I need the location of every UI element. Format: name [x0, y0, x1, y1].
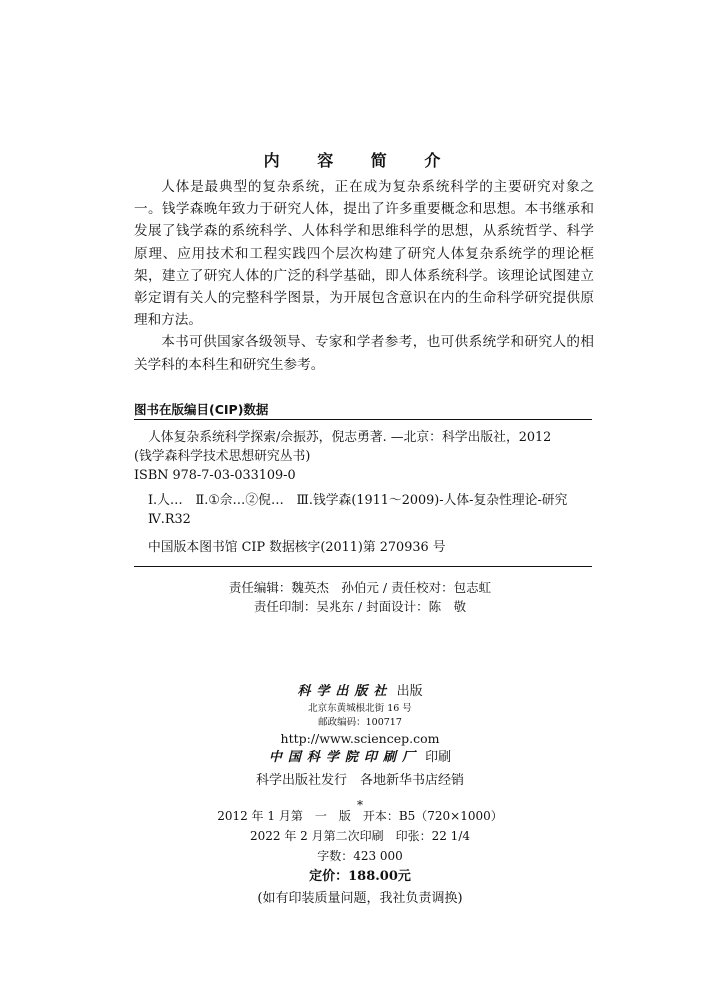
publisher-logo-text: 科学出版社: [297, 684, 393, 699]
separator-star: *: [357, 798, 363, 812]
quality-notice: (如有印装质量问题，我社负责调换): [257, 891, 463, 906]
first-edition: 2012 年 1 月第 一 版 开本：B5（720×1000）: [217, 809, 503, 823]
publisher-postcode: 邮政编码：100717: [318, 717, 402, 728]
credits: [0, 578, 720, 616]
edition-info: [0, 806, 720, 910]
price: 定价：188.00元: [309, 869, 411, 884]
cip-series: (钱学森科学技术思想研究丛书): [134, 449, 311, 464]
printer-suffix: 印刷: [425, 750, 452, 765]
cip-classification-text: Ⅰ.人… Ⅱ.①佘…②倪… Ⅲ.钱学森(1911～2009)-人体-复杂性理论-研究 Ⅳ.R32: [148, 493, 581, 527]
page-title: 内 容 简 介: [263, 151, 457, 170]
print-run: 2022 年 2 月第二次印刷 印张：22 1/4: [249, 829, 470, 843]
cip-isbn: ISBN 978-7-03-033109-0: [134, 468, 296, 483]
publisher-suffix: 出版: [396, 684, 423, 699]
intro-paragraph-2: 本书可供国家各级领导、专家和学者参考，也可供系统学和研究人的相关学科的本科生和研究生参考。: [134, 334, 594, 373]
publisher-line: [0, 682, 720, 702]
cip-check-number: [134, 538, 592, 557]
publisher-block: [0, 682, 720, 813]
introduction: [134, 176, 594, 376]
word-count: 字数：423 000: [317, 849, 403, 863]
cip-entry: [134, 428, 592, 485]
publisher-address: 北京东黄城根北街 16 号: [308, 703, 412, 714]
divider-bottom: [134, 566, 592, 567]
divider-top: [134, 419, 592, 420]
cip-check-number-text: 中国版本图书馆 CIP 数据核字(2011)第 270936 号: [148, 540, 446, 555]
distribution: 科学出版社发行 各地新华书店经销: [255, 773, 464, 788]
cip-entry-line: 人体复杂系统科学探索/佘振苏，倪志勇著. —北京：科学出版社，2012: [148, 430, 552, 445]
intro-paragraph-1: 人体是最典型的复杂系统，正在成为复杂系统科学的主要研究对象之一。钱学森晚年致力于研究人体，提出了许多重要概念和思想。本书继承和发展了钱学森的系统科学、人体科学和思维科学的思想，从系统哲学、科学原理、应用技术和工程实践四个层次构建了研究人体复杂系统学的理论框架，建立了研究人体的广泛的科学基础，即人体系统科学。该理论试图建立彰定谓有关人的完整科学图景，为开展包含意识在内的生命科学研究提供原理和方法。: [134, 179, 594, 329]
credits-production: 责任印制：吴兆东 / 封面设计：陈 敬: [253, 599, 467, 614]
printer-logo-text: 中国科学院印刷厂: [268, 750, 421, 765]
credits-editors: 责任编辑：魏英杰 孙伯元 / 责任校对：包志虹: [228, 580, 492, 595]
printer-line: [0, 747, 720, 769]
publisher-url: http://www.sciencep.com: [280, 731, 440, 746]
cip-classification: [134, 491, 592, 529]
cip-heading: 图书在版编目(CIP)数据: [134, 402, 269, 417]
